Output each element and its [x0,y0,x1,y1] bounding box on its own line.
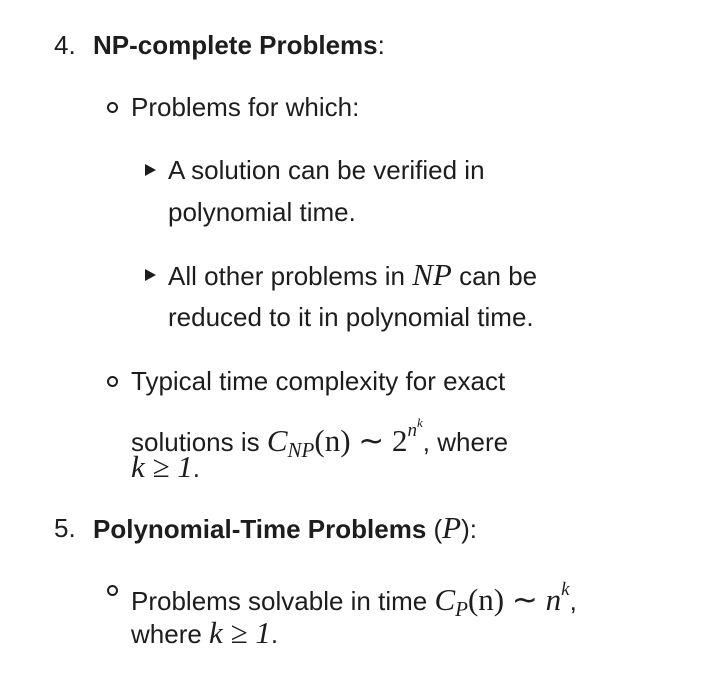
triangle-bullet-icon [145,164,156,176]
math-p: P [442,510,462,545]
item-4-sub2-line-1: Typical time complexity for exact [131,366,506,396]
math-complexity-np: $C_{NP}(n)$ ∼ $2^{n^k}$ [266,415,423,462]
item-5-sub1-pre: Problems solvable in time [131,586,435,616]
item-5-sub1-line-2: where k ≥ 1. [131,615,279,650]
list-number-5: 5. [54,513,76,543]
math-complexity-p: $C_P(n)$ ∼ $n^k$ [434,579,570,621]
list-number-4: 4. [54,30,76,60]
item-5-title: Polynomial-Time Problems [93,514,427,544]
point-2-line-1 [168,254,537,297]
item-4-sub1-text: Problems for which: [131,92,360,122]
circle-bullet-icon [107,376,118,387]
item-4-heading [93,24,385,66]
item-5-heading: Polynomial-Time Problems (P): [93,510,477,545]
math-k-condition: k ≥ 1 [131,449,193,484]
item-4-sub2-line-3: k ≥ 1. [131,449,201,484]
point-2-line-2: reduced to it in polynomial time. [168,302,534,332]
sub2-pre: solutions is [131,427,267,457]
point-2-post: can be [451,261,538,291]
triangle-bullet-icon [145,269,156,281]
sub2-post: , where [422,427,509,457]
point-2-pre: All other problems in [168,261,413,291]
math-np: NP [412,257,452,292]
item-4-colon: : [377,30,385,60]
point-1-line-2: polynomial time. [168,197,356,227]
item-4-title: NP-complete Problems [93,30,378,60]
circle-bullet-icon [107,102,118,113]
circle-bullet-icon [107,585,118,596]
item-5-sub1-line-1: Problems solvable in time $C_P(n)$ ∼ $n^k$, [131,579,577,621]
math-k-condition: k ≥ 1 [209,615,271,650]
point-1-line-1: A solution can be verified in [168,155,485,185]
